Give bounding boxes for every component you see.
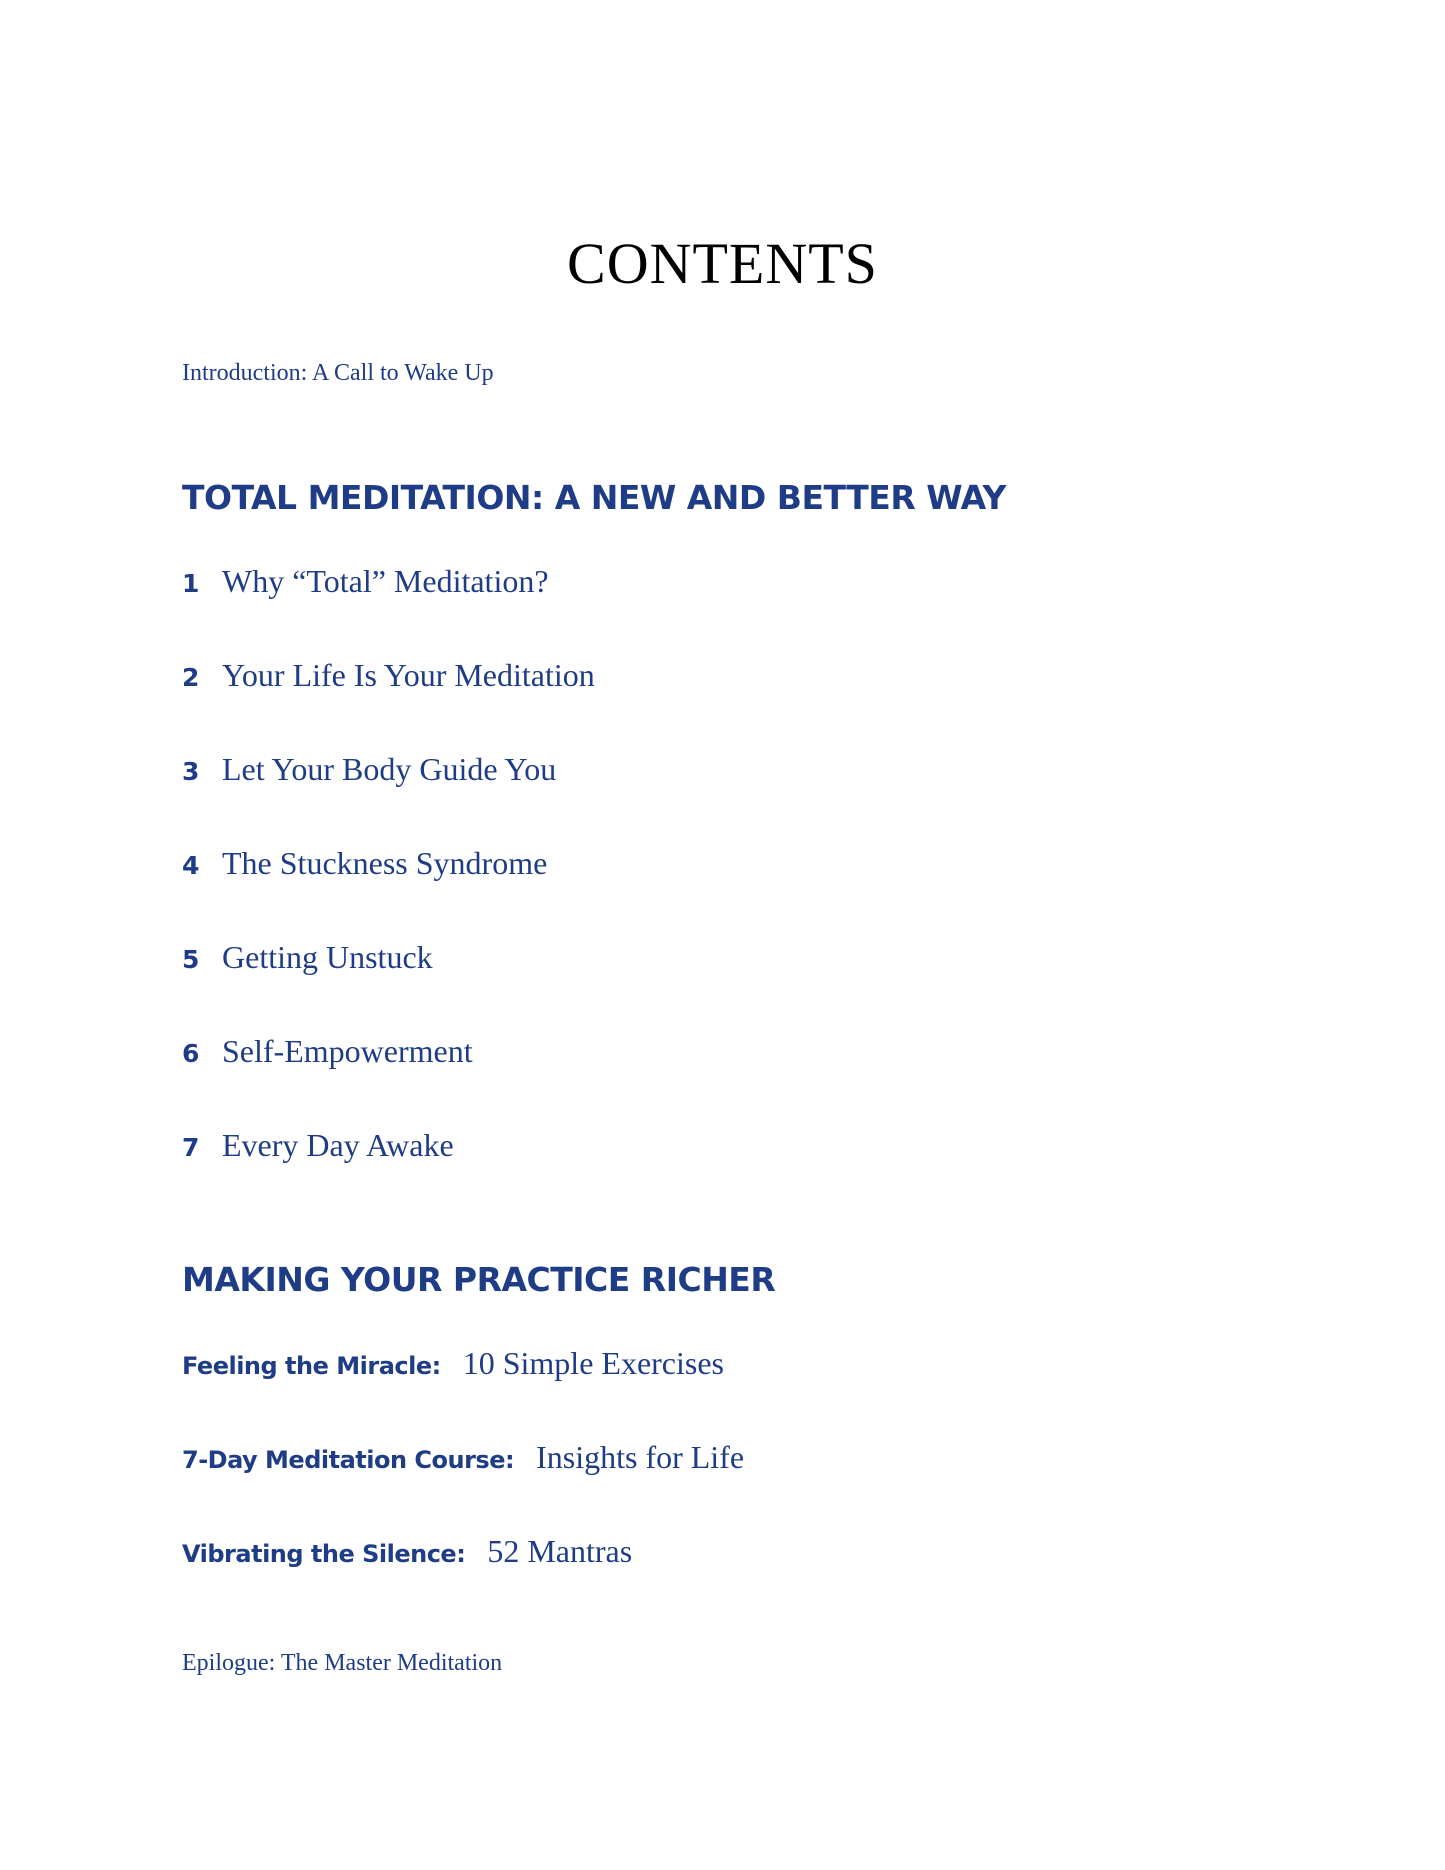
toc-epilogue-link[interactable]: Epilogue: The Master Meditation — [182, 1650, 503, 1676]
toc-chapter-6[interactable] — [182, 1033, 473, 1073]
chapter-number: 2 — [182, 663, 200, 692]
chapter-title: Self-Empowerment — [222, 1033, 473, 1069]
section-heading-practice-richer: MAKING YOUR PRACTICE RICHER — [182, 1260, 776, 1299]
chapter-number: 4 — [182, 851, 200, 880]
chapter-number: 1 — [182, 569, 200, 598]
toc-chapter-7[interactable] — [182, 1127, 454, 1167]
toc-chapter-4[interactable] — [182, 845, 547, 885]
chapter-title: The Stuckness Syndrome — [222, 845, 548, 881]
toc-part-7-day-course[interactable] — [182, 1439, 744, 1476]
toc-part-vibrating-the-silence[interactable] — [182, 1533, 632, 1570]
chapter-title: Let Your Body Guide You — [222, 751, 557, 787]
chapter-title: Getting Unstuck — [222, 939, 433, 975]
toc-chapter-2[interactable] — [182, 657, 595, 697]
chapter-title: Every Day Awake — [222, 1127, 454, 1163]
chapter-number: 6 — [182, 1039, 200, 1068]
chapter-title: Why “Total” Meditation? — [222, 563, 549, 599]
toc-chapter-1[interactable] — [182, 563, 549, 603]
toc-chapter-5[interactable] — [182, 939, 433, 979]
part-subtitle: 52 Mantras — [487, 1533, 633, 1569]
part-subtitle: Insights for Life — [536, 1439, 745, 1475]
part-label: Vibrating the Silence: — [182, 1540, 466, 1568]
chapter-title: Your Life Is Your Meditation — [222, 657, 595, 693]
part-subtitle: 10 Simple Exercises — [462, 1345, 724, 1381]
part-label: 7-Day Meditation Course: — [182, 1446, 515, 1474]
toc-chapter-3[interactable] — [182, 751, 556, 791]
toc-introduction-link[interactable]: Introduction: A Call to Wake Up — [182, 360, 494, 386]
section-heading-total-meditation: TOTAL MEDITATION: A NEW AND BETTER WAY — [182, 478, 1006, 517]
chapter-number: 7 — [182, 1133, 200, 1162]
toc-part-feeling-the-miracle[interactable] — [182, 1345, 724, 1382]
chapter-number: 3 — [182, 757, 200, 786]
page-title: CONTENTS — [567, 231, 878, 296]
part-label: Feeling the Miracle: — [182, 1352, 441, 1380]
chapter-number: 5 — [182, 945, 200, 974]
